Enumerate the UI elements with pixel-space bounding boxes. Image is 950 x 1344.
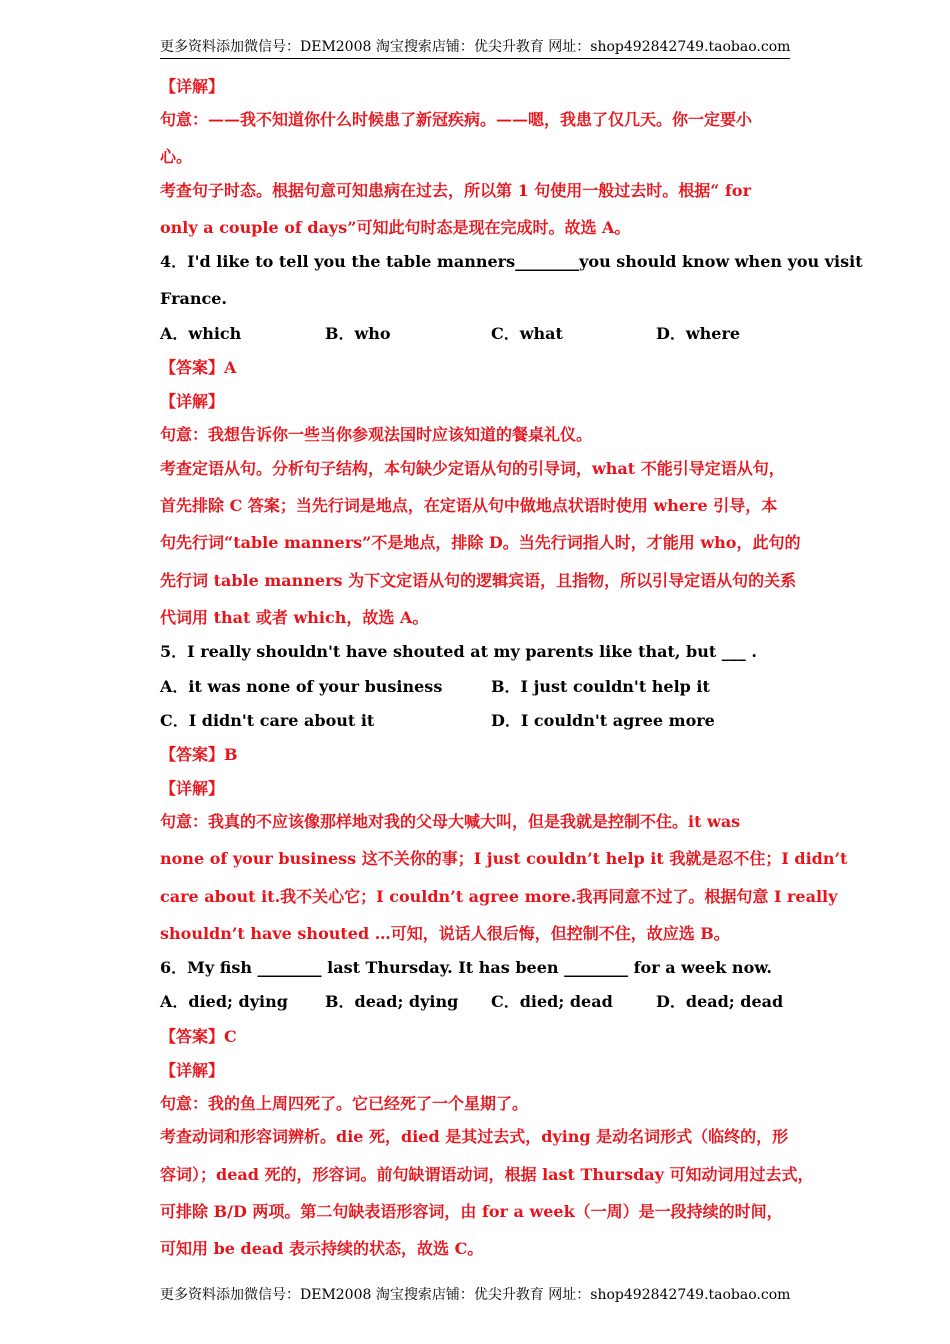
q4-option-b: B．who bbox=[325, 324, 391, 343]
q3-analysis-line-1: 考查句子时态。根据句意可知患病在过去，所以第 1 句使用一般过去时。根据“ for bbox=[160, 181, 752, 200]
q3-meaning-line-2: 心。 bbox=[160, 147, 193, 166]
q5-analysis-line-4: shouldn’t have shouted …可知，说话人很后悔，但控制不住，故应选 B。 bbox=[160, 924, 730, 943]
q6-option-a: A．died; dying bbox=[160, 992, 288, 1011]
q6-option-c: C．died; dead bbox=[491, 992, 613, 1011]
q6-option-b: B．dead; dying bbox=[325, 992, 459, 1011]
q3-meaning-line-1: 句意：——我不知道你什么时候患了新冠疾病。——嗯，我患了仅几天。你一定要小 bbox=[160, 110, 753, 129]
q3-detail-label: 【详解】 bbox=[160, 77, 225, 96]
q4-meaning: 句意：我想告诉你一些当你参观法国时应该知道的餐桌礼仪。 bbox=[160, 425, 593, 444]
q4-analysis-line-5: 代词用 that 或者 which，故选 A。 bbox=[160, 608, 429, 627]
q3-analysis-line-2: only a couple of days”可知此句时态是现在完成时。故选 A。 bbox=[160, 218, 631, 237]
q5-option-c: C．I didn't care about it bbox=[160, 711, 375, 730]
q6-stem: 6．My fish ________ last Thursday. It has been ________ for a week now. bbox=[160, 958, 772, 977]
q6-option-d: D．dead; dead bbox=[656, 992, 784, 1011]
q6-analysis-line-1: 考查动词和形容词辨析。die 死，died 是其过去式，dying 是动名词形式（临终的，形 bbox=[160, 1127, 789, 1146]
q5-answer: 【答案】B bbox=[160, 745, 238, 764]
q4-analysis-line-2: 首先排除 C 答案；当先行词是地点，在定语从句中做地点状语时使用 where 引导，本 bbox=[160, 496, 778, 515]
q5-option-a: A．it was none of your business bbox=[160, 677, 443, 696]
q6-analysis-line-4: 可知用 be dead 表示持续的状态，故选 C。 bbox=[160, 1239, 484, 1258]
q5-stem: 5．I really shouldn't have shouted at my parents like that, but ___ . bbox=[160, 642, 757, 661]
q5-analysis-line-3: care about it.我不关心它；I couldn’t agree more.我再同意不过了。根据句意 I really bbox=[160, 887, 838, 906]
q4-option-a: A．which bbox=[160, 324, 242, 343]
q6-analysis-line-3: 可排除 B/D 两项。第二句缺表语形容词，由 for a week（一周）是一段持续的时间， bbox=[160, 1202, 783, 1221]
q4-stem-line-2: France. bbox=[160, 289, 227, 308]
q5-analysis-line-2: none of your business 这不关你的事；I just couldn’t help it 我就是忍不住；I didn’t bbox=[160, 849, 848, 868]
q6-detail-label: 【详解】 bbox=[160, 1061, 225, 1080]
q5-analysis-line-1: 句意：我真的不应该像那样地对我的父母大喊大叫，但是我就是控制不住。it was bbox=[160, 812, 741, 831]
q4-analysis-line-4: 先行词 table manners 为下文定语从句的逻辑宾语，且指物，所以引导定语从句的关系 bbox=[160, 571, 797, 590]
page-header: 更多资料添加微信号：DEM2008 淘宝搜索店铺：优尖升教育 网址：shop492842749.taobao.com bbox=[160, 36, 790, 59]
q6-analysis-line-2: 容词）；dead 死的，形容词。前句缺谓语动词，根据 last Thursday 可知动词用过去式， bbox=[160, 1165, 814, 1184]
q4-stem-line-1: 4．I'd like to tell you the table manners________you should know when you visit bbox=[160, 252, 863, 271]
q4-detail-label: 【详解】 bbox=[160, 392, 225, 411]
q4-answer: 【答案】A bbox=[160, 358, 237, 377]
q5-detail-label: 【详解】 bbox=[160, 779, 225, 798]
q4-option-c: C．what bbox=[491, 324, 563, 343]
q6-meaning: 句意：我的鱼上周四死了。它已经死了一个星期了。 bbox=[160, 1094, 529, 1113]
q4-analysis-line-3: 句先行词“table manners”不是地点，排除 D。当先行词指人时，才能用 who，此句的 bbox=[160, 533, 801, 552]
q6-answer: 【答案】C bbox=[160, 1027, 237, 1046]
page-footer: 更多资料添加微信号：DEM2008 淘宝搜索店铺：优尖升教育 网址：shop492842749.taobao.com bbox=[160, 1287, 791, 1303]
q4-option-d: D．where bbox=[656, 324, 741, 343]
q4-analysis-line-1: 考查定语从句。分析句子结构，本句缺少定语从句的引导词，what 不能引导定语从句， bbox=[160, 459, 785, 478]
q5-option-d: D．I couldn't agree more bbox=[491, 711, 715, 730]
q5-option-b: B．I just couldn't help it bbox=[491, 677, 710, 696]
